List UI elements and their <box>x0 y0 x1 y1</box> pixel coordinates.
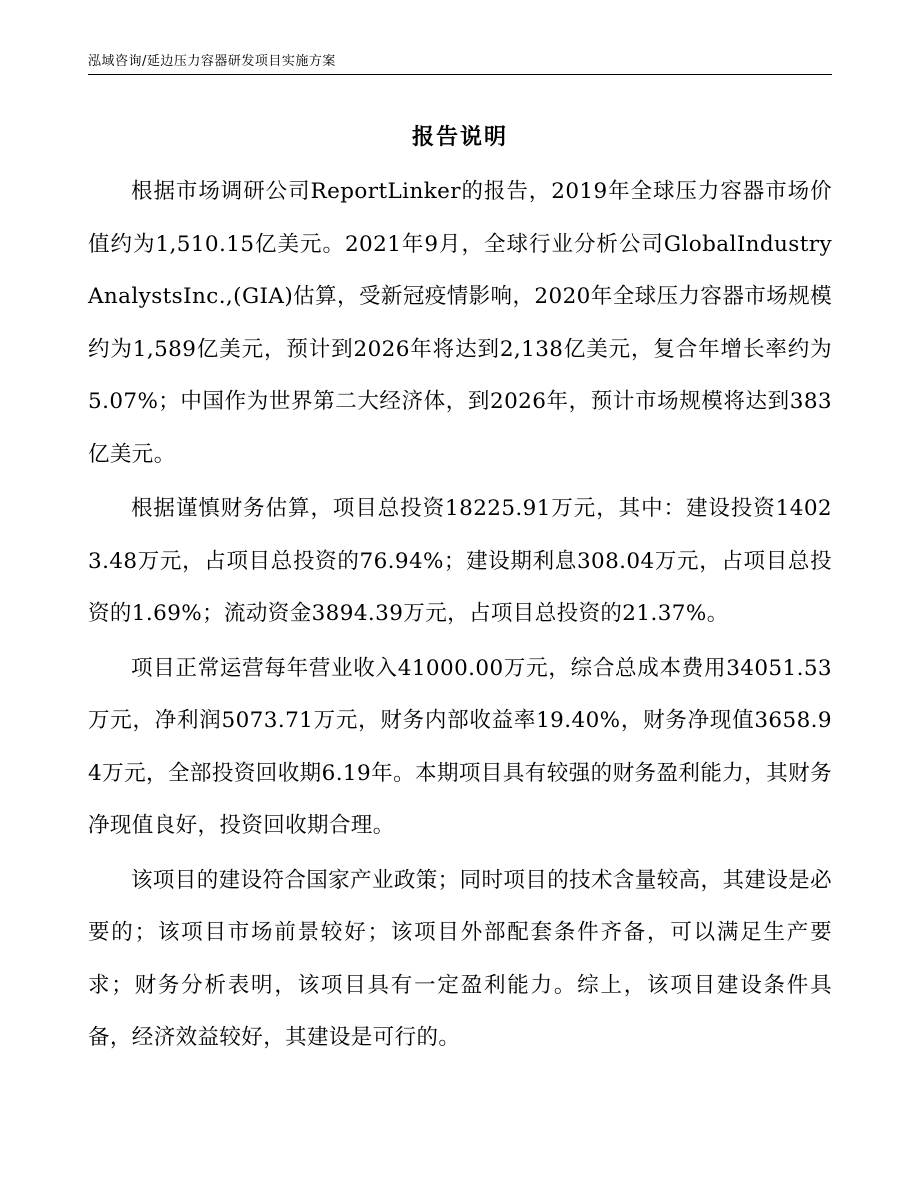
paragraph-market: 根据市场调研公司ReportLinker的报告，2019年全球压力容器市场价值约为1,510.15亿美元。2021年9月，全球行业分析公司GlobalIndustryAnalystsInc.,(GIA)估算，受新冠疫情影响，2020年全球压力容器市场规模约为1,589亿美元，预计到2026年将达到2,138亿美元，复合年增长率约为5.07%；中国作为世界第二大经济体，到2026年，预计市场规模将达到383亿美元。 <box>88 179 832 467</box>
paragraph-revenue: 项目正常运营每年营业收入41000.00万元，综合总成本费用34051.53万元，净利润5073.71万元，财务内部收益率19.40%，财务净现值3658.94万元，全部投资回收期6.19年。本期项目具有较强的财务盈利能力，其财务净现值良好，投资回收期合理。 <box>88 655 832 838</box>
page-title: 报告说明 <box>411 125 508 150</box>
report-body <box>88 166 832 1067</box>
paragraph-conclusion: 该项目的建设符合国家产业政策；同时项目的技术含量较高，其建设是必要的；该项目市场前景较好；该项目外部配套条件齐备，可以满足生产要求；财务分析表明，该项目具有一定盈利能力。综上，该项目建设条件具备，经济效益较好，其建设是可行的。 <box>88 867 832 1050</box>
running-header: 泓域咨询/延边压力容器研发项目实施方案 <box>88 54 336 69</box>
header-rule <box>88 74 832 75</box>
paragraph-investment: 根据谨慎财务估算，项目总投资18225.91万元，其中：建设投资14023.48万元，占项目总投资的76.94%；建设期利息308.04万元，占项目总投资的1.69%；流动资金3894.39万元，占项目总投资的21.37%。 <box>88 496 832 626</box>
